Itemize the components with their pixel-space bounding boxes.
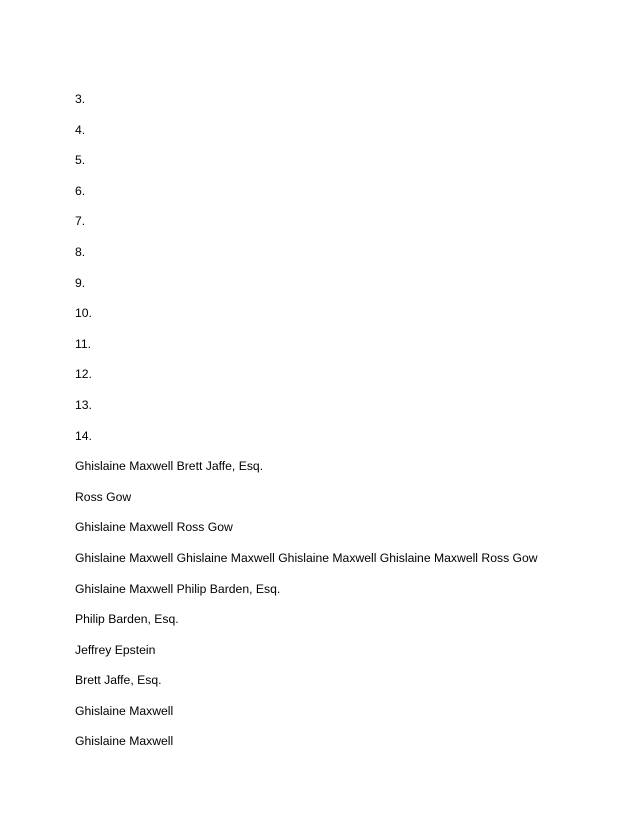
document-line: 11. [75, 336, 92, 351]
document-line: 12. [75, 367, 92, 382]
document-line: 5. [75, 153, 86, 168]
document-line: Ghislaine Maxwell Ross Gow [75, 520, 233, 535]
document-line: 4. [75, 122, 86, 137]
document-line: 14. [75, 428, 92, 443]
document-line: Philip Barden, Esq. [75, 612, 179, 627]
document-line: Ghislaine Maxwell Ghislaine Maxwell Ghislaine Maxwell Ghislaine Maxwell Ross Gow [75, 550, 538, 565]
document-line: Jeffrey Epstein [75, 642, 156, 657]
document-line: Ghislaine Maxwell [75, 703, 174, 718]
document-line: Ghislaine Maxwell [75, 734, 174, 749]
document-line: 9. [75, 275, 86, 290]
document-line: Ghislaine Maxwell Brett Jaffe, Esq. [75, 459, 264, 474]
document-line: 8. [75, 244, 86, 259]
document-line: 13. [75, 397, 92, 412]
document-line: Ross Gow [75, 489, 132, 504]
document-line: Brett Jaffe, Esq. [75, 673, 162, 688]
document-line: 10. [75, 306, 92, 321]
document-lines [75, 90, 538, 763]
document-line: 6. [75, 183, 86, 198]
document-line: 3. [75, 92, 86, 106]
document-line: 7. [75, 214, 86, 229]
document-line: Ghislaine Maxwell Philip Barden, Esq. [75, 581, 281, 596]
